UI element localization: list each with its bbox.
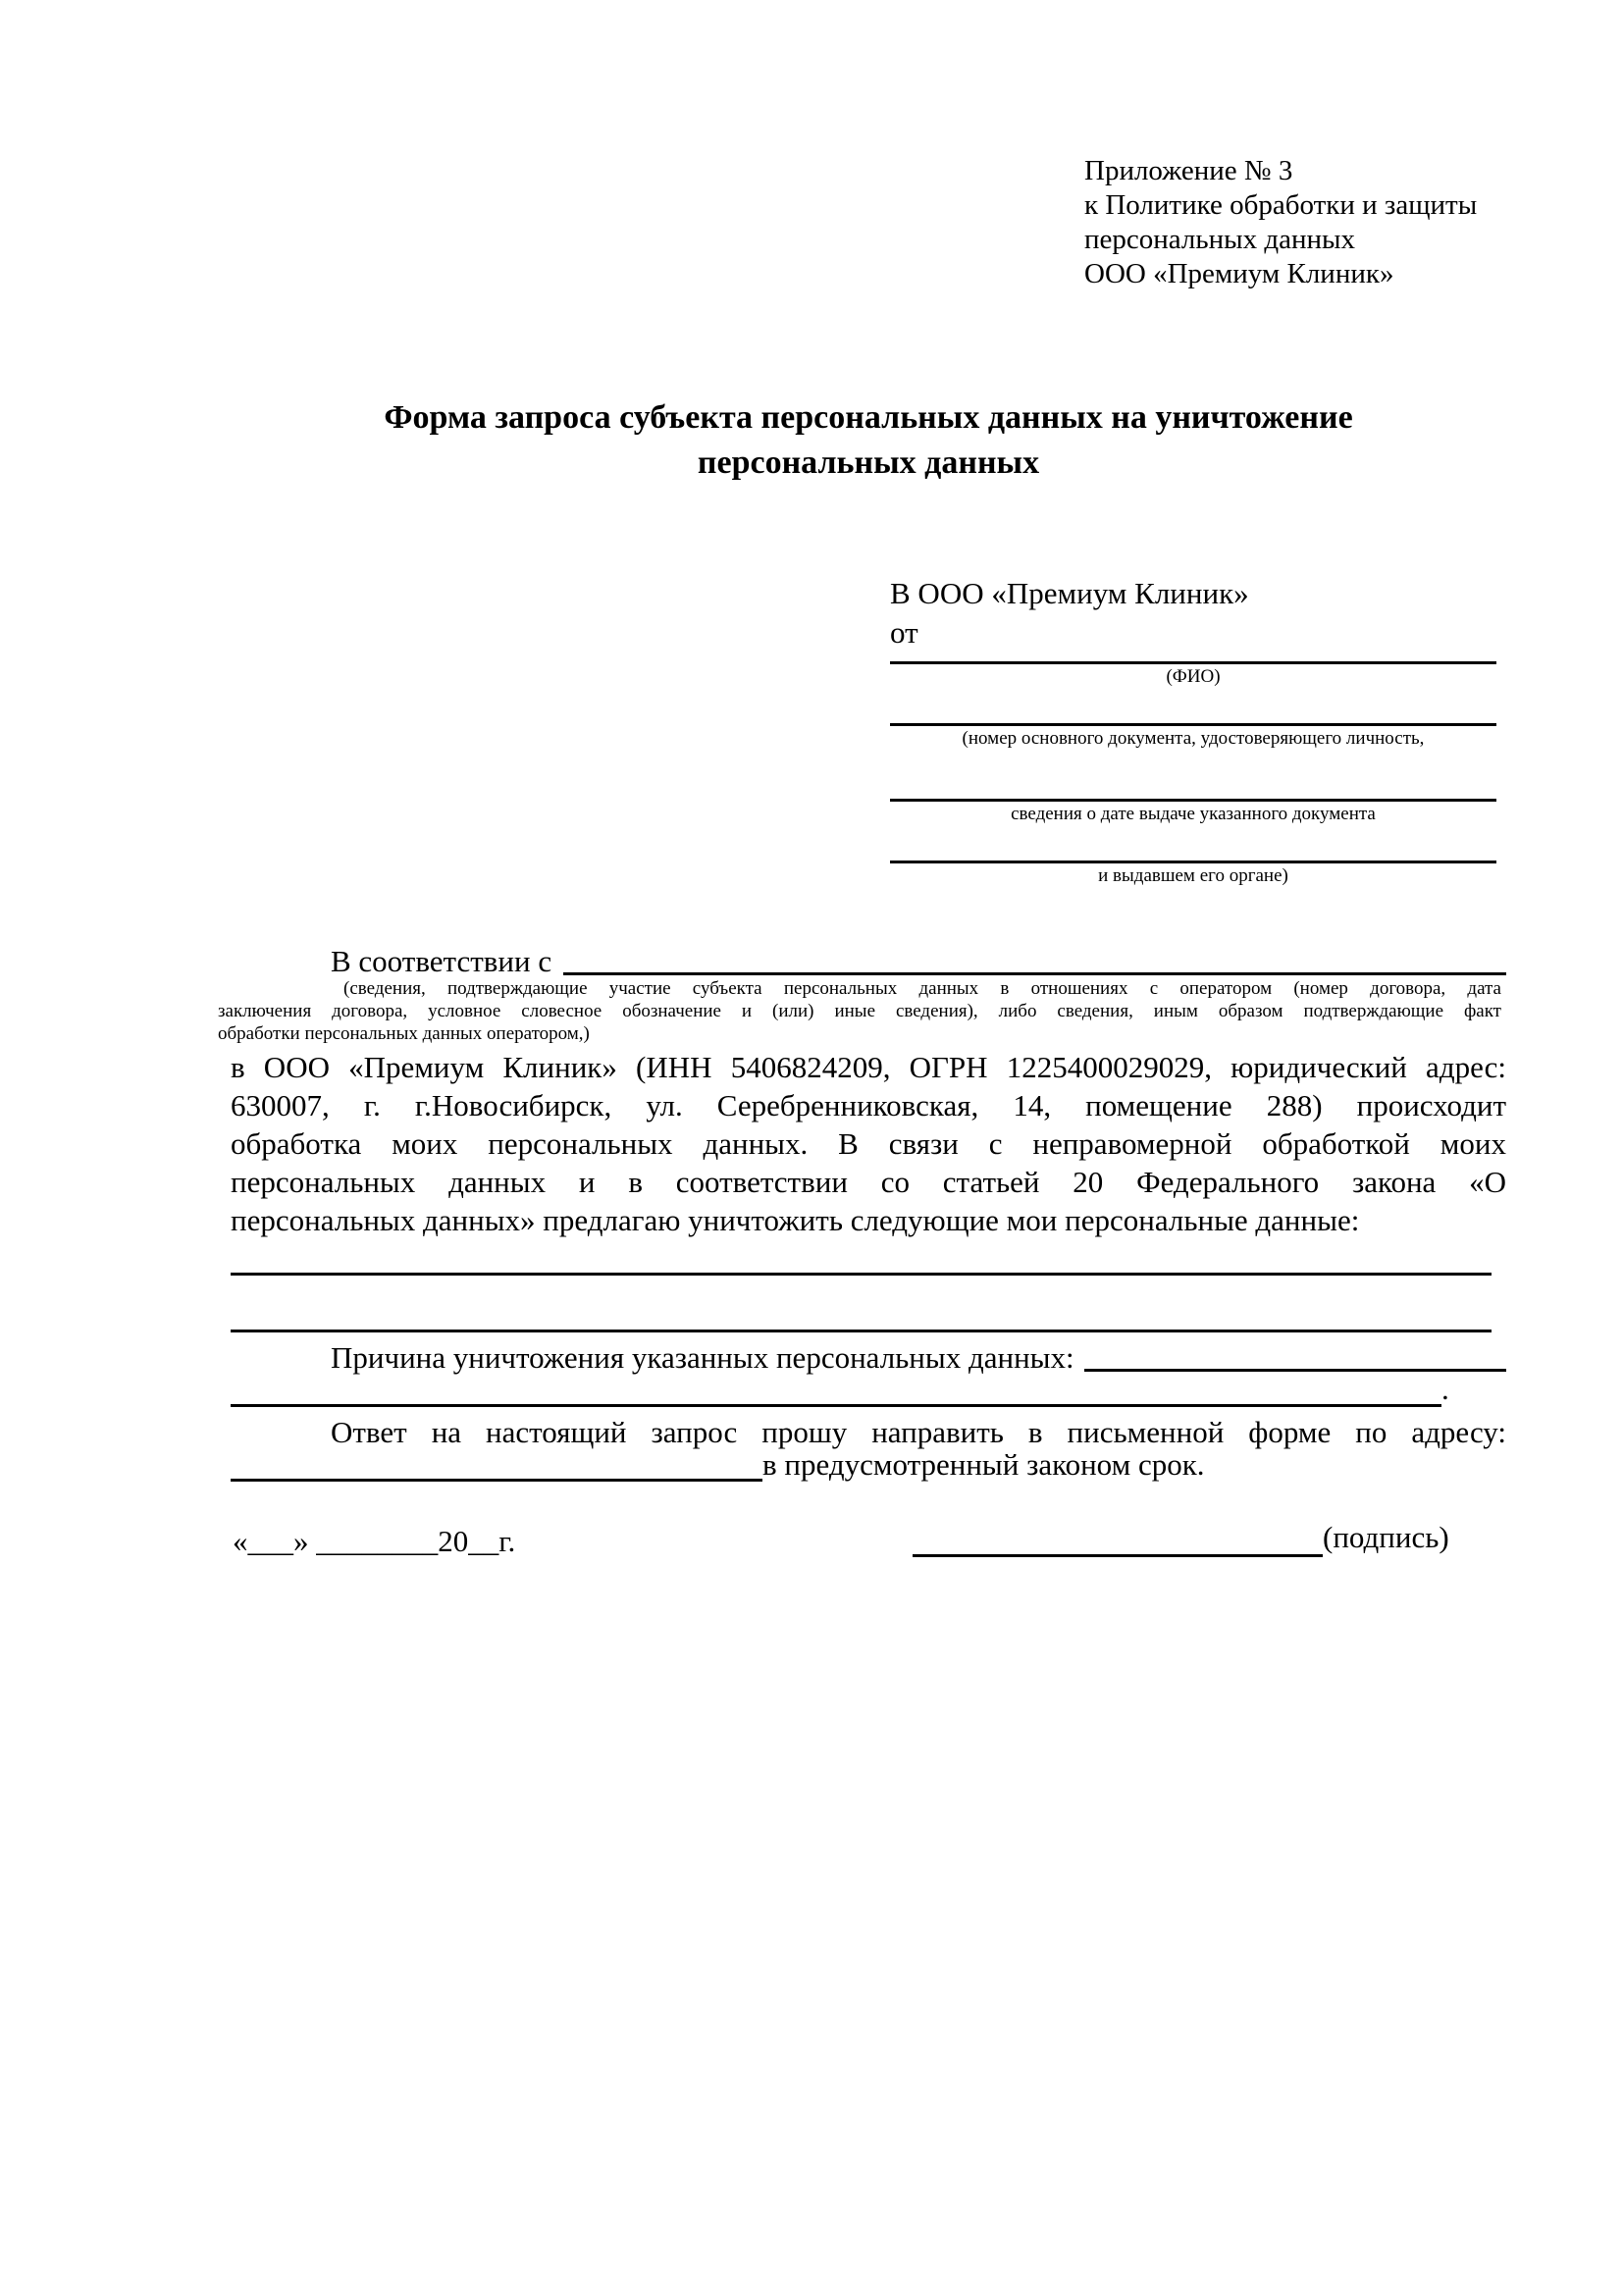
reply-request-line: Ответ на настоящий запрос прошу направить в письменной форме по адресу: (331, 1415, 1506, 1449)
issue-date-field-caption: сведения о дате выдаче указанного документа (1011, 804, 1376, 824)
main-paragraph-line-2: 630007, г. г.Новосибирск, ул. Серебренниковская, 14, помещение 288) происходит (231, 1088, 1506, 1122)
main-paragraph-line-4: персональных данных и в соответствии со статьей 20 Федерального закона «О (231, 1165, 1506, 1199)
reason-continuation-line (231, 1372, 1506, 1407)
main-paragraph-line-3: обработка моих персональных данных. В связи с неправомерной обработкой моих (231, 1126, 1506, 1161)
address-blank-line (231, 1479, 762, 1482)
recipient-from-label: от (890, 615, 918, 650)
accordance-note-line-3: обработки персональных данных оператором,) (218, 1023, 590, 1044)
accordance-label: В соответствии с (331, 944, 552, 978)
accordance-note (218, 977, 1501, 1045)
appendix-line-1: Приложение № 3 (1084, 155, 1293, 186)
accordance-note-line-1: (сведения, подтверждающие участие субъекта персональных данных в отношениях с оператором (номер договора, дата (343, 978, 1501, 999)
date-blank: «___» ________20__г. (233, 1524, 516, 1558)
document-title (231, 395, 1506, 486)
fio-field-caption: (ФИО) (1166, 666, 1221, 687)
accordance-note-line-2: заключения договора, условное словесное обозначение и (или) иные сведения), либо сведения, иным образом подтверждающие факт (218, 1001, 1501, 1021)
recipient-organization: В ООО «Премиум Клиник» (890, 576, 1249, 610)
personal-data-blank-line-1 (231, 1273, 1492, 1276)
appendix-line-2: к Политике обработки и защиты (1084, 189, 1478, 221)
signature-blank-line (913, 1554, 1323, 1557)
appendix-line-3: персональных данных (1084, 224, 1356, 255)
recipient-block (890, 574, 1496, 888)
appendix-line-4: ООО «Премиум Клиник» (1084, 258, 1394, 289)
accordance-line (231, 942, 1506, 981)
personal-data-blank-line-2 (231, 1330, 1492, 1332)
main-paragraph-line-5: персональных данных» предлагаю уничтожить следующие мои персональные данные: (231, 1203, 1360, 1237)
document-title-text: Форма запроса субъекта персональных данных на уничтожение персональных данных (384, 399, 1353, 481)
reply-address-line (231, 1448, 1506, 1482)
identity-document-field-caption: (номер основного документа, удостоверяющего личность, (962, 728, 1425, 749)
signature-caption: (подпись) (1323, 1520, 1449, 1554)
issuing-authority-field-caption: и выдавшем его органе) (1098, 865, 1288, 886)
accordance-blank-line (563, 972, 1506, 975)
reply-request-tail: в предусмотренный законом срок. (762, 1447, 1205, 1482)
appendix-reference (1084, 154, 1477, 291)
reason-label: Причина уничтожения указанных персональных данных: (331, 1340, 1074, 1375)
reason-blank-line-2 (231, 1404, 1441, 1407)
main-paragraph-line-1: в ООО «Премиум Клиник» (ИНН 5406824209, ОГРН 1225400029029, юридический адрес: (231, 1050, 1506, 1084)
signature-area (913, 1518, 1449, 1557)
reason-line-terminator: . (1441, 1372, 1449, 1406)
main-paragraph (231, 1048, 1506, 1239)
